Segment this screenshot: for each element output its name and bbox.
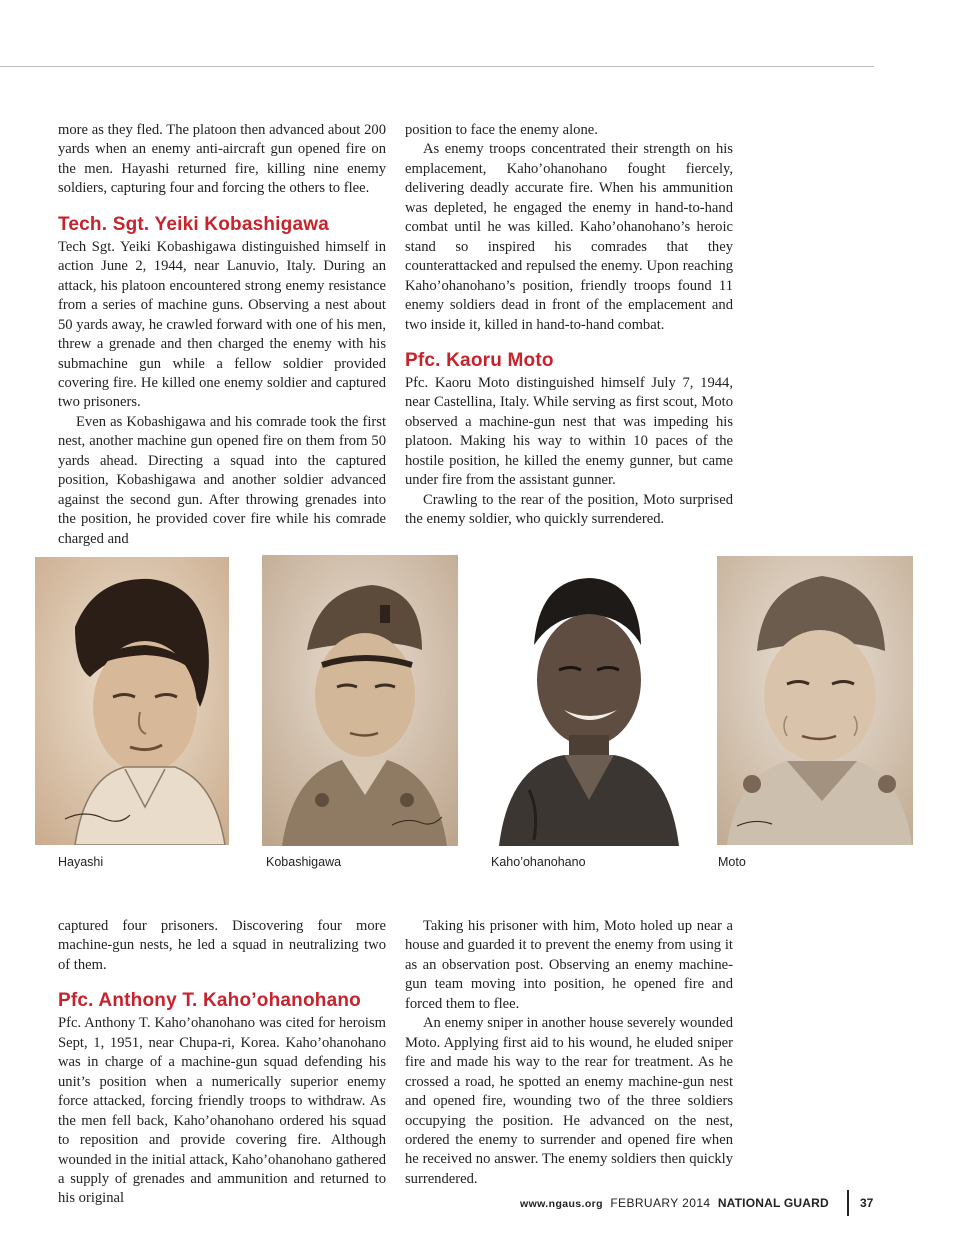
caption-hayashi: Hayashi — [58, 855, 104, 869]
portrait-hayashi — [35, 557, 229, 845]
portrait-kahoohanohano — [489, 560, 685, 846]
paragraph: more as they fled. The platoon then advanced about 200 yards when an enemy anti-aircraft gun opened fire on the men. Hayashi returned fire, killing nine enemy soldiers, capturing four and forcing the others to flee. — [58, 122, 386, 197]
paragraph: Pfc. Kaoru Moto distinguished himself July 7, 1944, near Castellina, Italy. While serving as first scout, Moto observed a machine-gun nest that was impeding his platoon. Making his way to within 10 paces of the hostile position, he killed the enemy gunner, but came under fire from the assistant gunner. — [405, 374, 733, 489]
paragraph: Even as Kobashigawa and his comrade took the first nest, another machine gun opened fire on them from 50 yards ahead. Directing a squad into the captured position, Kobashigawa and another soldier advanced against the second gun. After throwing grenades into the position, he provided cover fire while his comrade charged and — [58, 413, 386, 547]
footer-issue-date: FEBRUARY 2014 — [610, 1196, 711, 1210]
section-heading-kahoohanohano: Pfc. Anthony T. Kaho’ohanohano — [58, 990, 361, 1012]
caption-kobashigawa: Kobashigawa — [266, 855, 342, 869]
paragraph: captured four prisoners. Discovering four more machine-gun nests, he led a squad in neutralizing two of them. — [58, 918, 386, 973]
top-rule — [0, 66, 874, 67]
paragraph: As enemy troops concentrated their strength on his emplacement, Kaho’ohanohano fought fiercely, delivering deadly accurate fire. When his ammunition was depleted, he engaged the enemy in hand-to-hand combat until he was killed. Kaho’ohanohano’s heroic stand so inspired his comrades that they counterattacked and repulsed the enemy. Upon reaching Kaho’ohanohano’s position, friendly troops found 11 enemy soldiers dead in front of the emplacement and two inside it, killed in hand-to-hand combat. — [405, 141, 733, 333]
column-upper-right — [405, 121, 733, 530]
paragraph: position to face the enemy alone. — [405, 122, 598, 138]
caption-moto: Moto — [718, 855, 746, 869]
column-lower-left — [58, 917, 386, 1209]
footer-divider — [847, 1190, 849, 1216]
column-upper-left — [58, 121, 386, 549]
column-lower-right — [405, 917, 733, 1189]
paragraph: Crawling to the rear of the position, Moto surprised the enemy soldier, who quickly surrendered. — [405, 491, 733, 528]
footer-website: www.ngaus.org — [520, 1198, 603, 1210]
paragraph: An enemy sniper in another house severely wounded Moto. Applying first aid to his wound, he eluded sniper fire and made his way to the rear for treatment. As he crossed a road, he spotted an enemy machine-gun nest and opened fire, wounding two of the three soldiers occupying the position. He advanced on the nest, ordered the enemy to surrender and opened fire when he received no answer. The enemy soldiers then quickly surrendered. — [405, 1015, 733, 1187]
section-heading-kobashigawa: Tech. Sgt. Yeiki Kobashigawa — [58, 213, 329, 235]
section-heading-moto: Pfc. Kaoru Moto — [405, 349, 554, 371]
paragraph: Tech Sgt. Yeiki Kobashigawa distinguished himself in action June 2, 1944, near Lanuvio, Italy. During an attack, his platoon encountered strong enemy resistance from a series of machine guns. Observing a nest about 50 yards away, he crawled forward with one of his men, threw a grenade and then charged the enemy with his submachine gun while a fellow soldier provided covering fire. He killed one enemy soldier and captured two prisoners. — [58, 238, 386, 411]
paragraph: Taking his prisoner with him, Moto holed up near a house and guarded it to prevent the enemy from using it as an observation post. Observing an enemy machine-gun team moving into position, he opened fire and forced them to flee. — [405, 918, 733, 1012]
paragraph: Pfc. Anthony T. Kaho’ohanohano was cited for heroism Sept, 1, 1951, near Chupa-ri, Korea. Kaho’ohanohano was in charge of a machine-gun squad defending his unit’s position when a numerically superior enemy force attacked, forcing friendly troops to withdraw. As the men fell back, Kaho’ohanohano ordered his squad to reposition and provide covering fire. Although wounded in the initial attack, Kaho’ohanohano gathered a supply of grenades and ammunition and returned to his original — [58, 1015, 386, 1207]
portrait-kobashigawa — [262, 555, 458, 846]
page-number: 37 — [860, 1196, 874, 1210]
portrait-moto — [717, 556, 913, 845]
page-footer — [520, 1196, 829, 1216]
caption-kahoohanohano: Kaho’ohanohano — [491, 855, 586, 869]
footer-magazine-title: NATIONAL GUARD — [717, 1196, 829, 1210]
